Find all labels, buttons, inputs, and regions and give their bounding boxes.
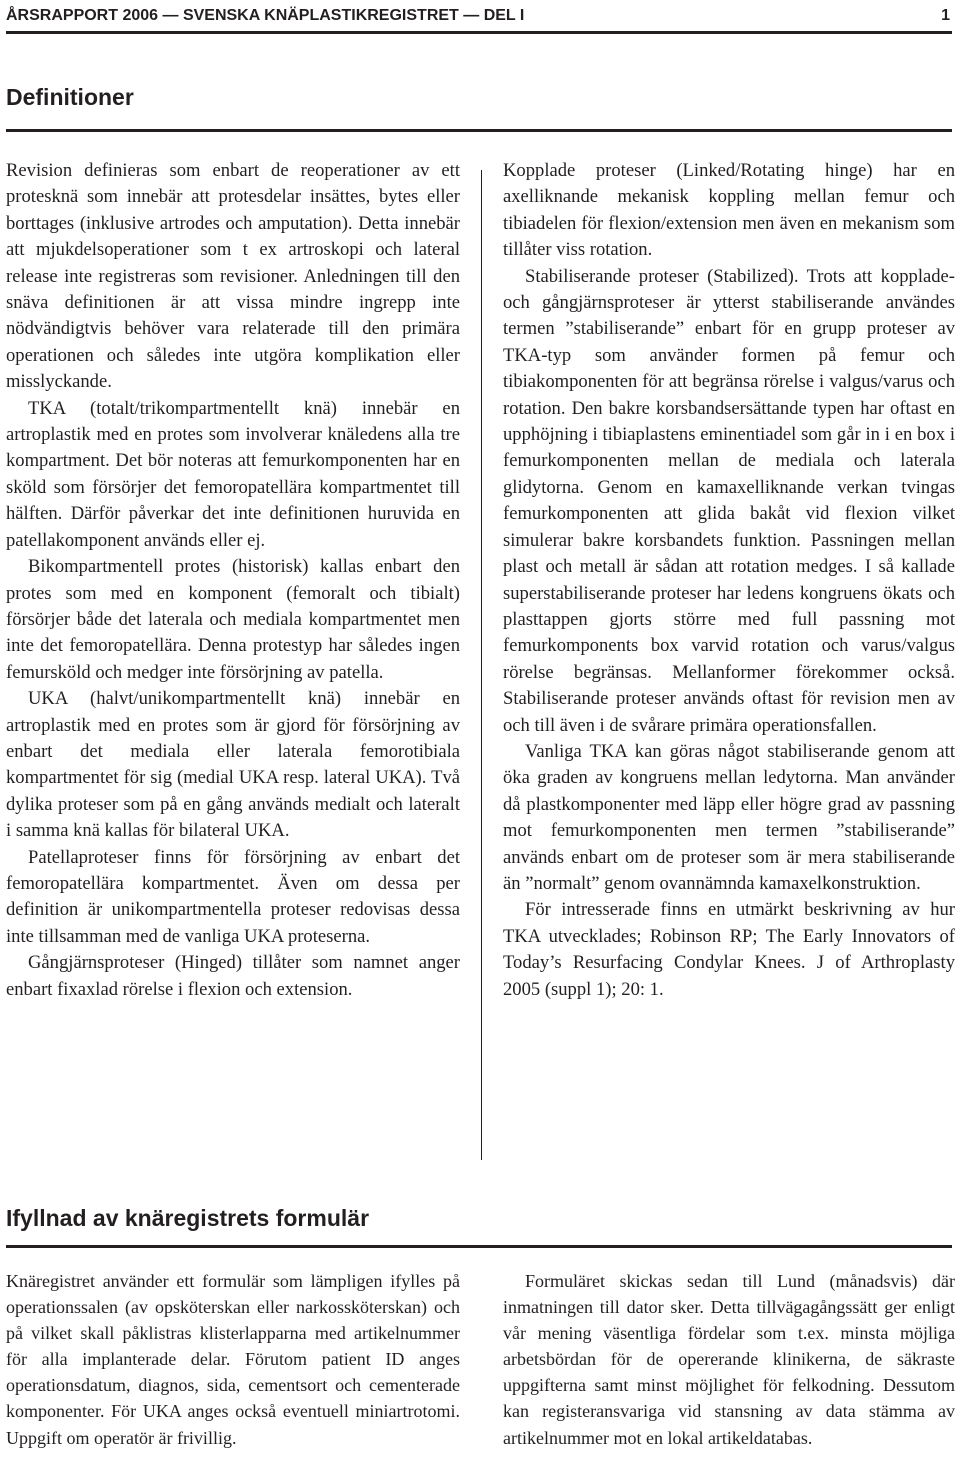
page-header [6, 4, 950, 28]
section-rule-definitioner [6, 129, 952, 132]
section-heading-ifyllnad: Ifyllnad av knäregistrets formulär [6, 1205, 370, 1231]
paragraph-stabiliserande-proteser: Stabiliserande proteser (Stabilized). Trots att kopplade- och gångjärnsproteser är ytterst stabiliserande användes termen ”stabiliserande” enbart för en grupp proteser av TKA-typ som använder formen på femur och tibiakomponenten för att begränsa rörelse i valgus/varus och rotation. Den bakre korsbandsersättande typen har oftast en upphöjning i tibiaplastens eminentiadel som går in i en box i femurkomponenten mellan de mediala och laterala glidytorna. Genom en kamaxelliknande verkan tvingas femurkomponenten att glida bakåt vid flexion vilket simulerar bakre korsbandets funktion. Passningen mellan plast och metall är sådan att rotation medges. I så kallade superstabiliserande proteser har ledens kongruens ökats och plasttappen gjorts större med full passning mot femurkomponents box varvid rotation och varus/valgus rörelse begränsas. Mellanformer förekommer också. Stabiliserande proteser används oftast för revision men av och till även i de svårare primära operationsfallen. [503, 265, 955, 736]
paragraph-tka: TKA (totalt/trikompartmentellt knä) innebär en artroplastik med en protes som involverar knäledens alla tre kompartment. Det bör noteras att femurkomponenten har en sköld som försörjer det femoropatellära kompartmentet till hälften. Därför påverkar det inte definitionen huruvida en patellakomponent används eller ej. [6, 397, 460, 551]
form-left-column [6, 1268, 460, 1451]
definitions-left-column [6, 158, 460, 1003]
paragraph-vanliga-tka: Vanliga TKA kan göras något stabiliserande genom att öka graden av kongruens mellan ledytorna. Man använder då plastkomponenter med läpp eller högre grad av passning mot femurkomponenten men termen ”stabiliserande” används enbart om de proteser som är mera stabiliserande än ”normalt” genom ovannämnda kamaxelkonstruktion. [503, 740, 955, 894]
definitions-right-column [503, 158, 955, 1003]
paragraph-uka: UKA (halvt/unikompartmentellt knä) innebär en artroplastik med en protes som är gjord för försörjning av enbart det mediala eller laterala femorotibiala kompartmentet för sig (medial UKA resp. lateral UKA). Två dylika proteser som på en gång används medialt och lateralt i samma knä kallas för bilateral UKA. [6, 688, 460, 842]
column-divider [481, 170, 482, 1160]
running-title: ÅRSRAPPORT 2006 — SVENSKA KNÄPLASTIKREGISTRET — DEL I [6, 7, 525, 24]
paragraph-gangjarnsproteser: Gångjärnsproteser (Hinged) tillåter som namnet anger enbart fixaxlad rörelse i flexion och extension. [6, 952, 460, 1000]
header-rule [6, 31, 952, 34]
paragraph-kopplade-proteser: Kopplade proteser (Linked/Rotating hinge) har en axelliknande mekanisk koppling mellan femur och tibiadelen för flexion/extension men även en mekanism som tillåter viss rotation. [503, 160, 955, 261]
paragraph-bikompartmentell: Bikompartmentell protes (historisk) kallas enbart den protes som med en komponent (femoralt och tibialt) försörjer både det laterala och mediala kompartmentet men inte det femoropatellära. Denna protestyp har således ingen femursköld och medger inte försörjning av patella. [6, 556, 460, 683]
paragraph-inmatning: Formuläret skickas sedan till Lund (månadsvis) där inmatningen till dator sker. Detta tillvägagångssätt ger enligt vår mening väsentliga fördelar som t.ex. minsta möjliga arbetsbördan för de opererande klinikerna, de säkraste uppgifterna samt minst möjlighet för felkodning. Dessutom kan registeransvariga vid stansning av data stämma av artikelnummer mot en lokal artikeldatabas. [503, 1271, 955, 1448]
paragraph-referens: För intresserade finns en utmärkt beskrivning av hur TKA utvecklades; Robinson RP; The Early Innovators of Today’s Resurfacing Condylar Knees. J of Arthroplasty 2005 (suppl 1); 20: 1. [503, 899, 955, 1000]
form-right-column [503, 1268, 955, 1451]
paragraph-revision: Revision definieras som enbart de reoperationer av ett protesknä som innebär att protesdelar insättes, bytes eller borttages (inklusive artrodes och amputation). Detta innebär att mjukdelsoperationer som t ex artroskopi och lateral release inte registreras som revisioner. Anledningen till den snäva definitionen är att vissa mindre ingrepp inte nödvändigtvis behöver vara relaterade till den primära operationen och således inte utgöra komplikation eller misslyckande. [6, 160, 460, 393]
section-heading-definitioner: Definitioner [6, 84, 134, 110]
page-number: 1 [941, 7, 950, 24]
section-rule-ifyllnad [6, 1245, 952, 1248]
paragraph-patellaproteser: Patellaproteser finns för försörjning av enbart det femoropatellära kompartmentet. Även om dessa per definition är unikompartmentella proteser redovisas dessa inte tillsamman med de vanliga UKA proteserna. [6, 846, 460, 947]
paragraph-formular: Knäregistret använder ett formulär som lämpligen ifylles på operationssalen (av opsköterskan eller narkossköterskan) och på vilket skall påklistras klisterlapparna med artikelnummer för alla implanterade delar. Förutom patient ID anges operationsdatum, diagnos, sida, cementsort och cementerade komponenter. För UKA anges också eventuell miniartrotomi. Uppgift om operatör är frivillig. [6, 1271, 460, 1448]
